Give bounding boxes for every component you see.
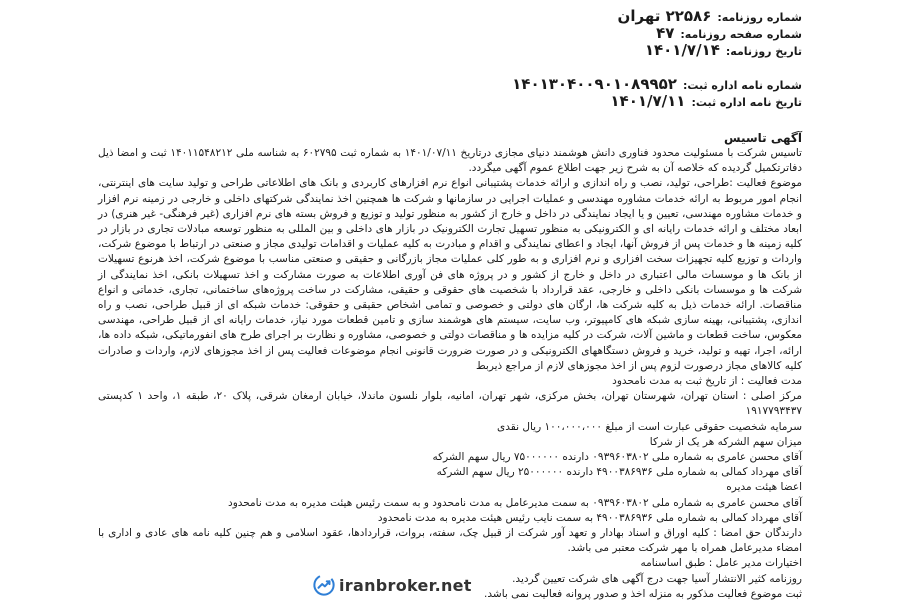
newspaper-number-value: ۲۲۵۸۶ تهران	[617, 7, 712, 25]
newspaper-designation: روزنامه کثیر الانتشار آسیا جهت درج آگهی های شرکت تعیین گردید.	[512, 572, 802, 585]
registry-letter-header	[98, 76, 802, 110]
notice-title: آگهی تاسیس	[723, 131, 802, 145]
letter-number-value: ۱۴۰۱۳۰۴۰۰۹۰۱۰۸۹۹۵۲	[512, 75, 677, 93]
intro-paragraph: تاسیس شرکت با مسئولیت محدود فناوری دانش هوشمند دنیای مجازی درتاریخ ۱۴۰۱/۰۷/۱۱ به شماره ثبت ۶۰۲۷۹۵ به شناسه ملی ۱۴۰۱۱۵۴۸۲۱۲ ثبت و امضا ذیل دفاترتکمیل گردیده که خلاصه آن به شرح زیر جهت اطلاع عموم آگهی میگردد.	[98, 147, 802, 175]
board-members-heading: اعضا هیئت مدیره	[726, 481, 802, 494]
letter-date-value: ۱۴۰۱/۷/۱۱	[610, 92, 686, 110]
notice-body	[98, 146, 802, 602]
activity-subject-paragraph: موضوع فعالیت :طراحی، تولید، نصب و راه اندازی و ارائه خدمات پشتیبانی انواع نرم افزارهای کاربردی و بانک های اطلاعاتی طراحی و تولید سایت های اینترنتی، انجام امور مربوط به ارائه خدمات مشاوره مهندسی و عملیات اجرایی در سازمانها و شرکت ها همچنین اخذ نمایندگی شرکتهای داخلی و خارجی در زمینه نرم افزار و خدمات مشاوره مهندسی، تعیین و یا ایجاد نمایندگی در داخل و خارج از کشور به منظور تولید و توزیع و فروش بسته های نرم افزاری (غیر فرهنگی- غیر هنری) در ابعاد مختلف و ارائه خدمات رایانه ای و الکترونیکی به منظور تسهیل تجارت الکترونیک در بازار های داخلی و بین المللی به منظور توسعه مبادلات تجاری در بازار در کلیه زمینه ها و خدمات پس از فروش آنها، ایجاد و اعطای نمایندگی و اقدام و مبادرت به کلیه عملیات و اقدامات تولیدی مجاز و صنعتی در ارتباط با موضوع شرکت، واردات و توزیع کلیه تجهیزات سخت افزاری و نرم افزاری و به طور کلی عملیات مجاز بازرگانی و حقیقی و صنعتی مناسب با موضوع شرکت، اخذ هرنوع تسهیلات از بانک ها و موسسات مالی اعتباری در داخل و خارج از کشور و در پروژه های فن آوری اطلاعات به صورت مشارکت و اخذ تسهیلات بانکی، اخذ نمایندگی از شرکت ها و موسسات بانکی داخلی و خارجی، عقد قرارداد با شخصیت های حقوقی و حقیقی، مشارکت در ساخت پروژه‌های ساختمانی، تجاری، خدماتی و انواع مناقصات. ارائه خدمات ذیل به کلیه شرکت ها، ارگان های دولتی و خصوصی و تمامی اشخاص حقیقی و حقوقی: خدمات شبکه ای از قبیل طراحی، نصب و راه اندازی، پشتیبانی، بهینه سازی شبکه های کامپیوتر، وب سایت، سیستم های هوشمند سازی و تامین قطعات مورد نیاز، خدمات رایانه ای از قبیل طراحی، مهندسی معکوس، ساخت قطعات و ماشین آلات، شرکت در کلیه مزایده ها و مناقصات دولتی و خصوصی، مشاوره و نظارت بر اجرای طرح های انفورماتیکی، شبکه داده ها، ارائه، اجرا، تهیه و تولید، خرید و فروش دستگاههای الکترونیکی و در صورت ضرورت قانونی انجام موضوعات فعالیت پس از اخذ مجوزهای لازم، واردات و صادرات کلیه کالاهای مجاز درصورت لزوم پس از اخذ مجوزهای لازم از مراجع ذیربط	[98, 177, 802, 372]
partner-shares-heading: میزان سهم الشرکه هر یک از شرکا	[649, 435, 802, 448]
partner-share-line: آقای محسن عامری به شماره ملی ۰۹۳۹۶۰۳۸۰۲ دارنده ۷۵۰۰۰۰۰۰ ریال سهم الشرکه	[432, 451, 802, 464]
signatory-rights: دارندگان حق امضا : کلیه اوراق و اسناد بهادار و تعهد آور شرکت از قبیل چک، سفته، بروات، قراردادها، عقود اسلامی و هم چنین کلیه نامه های عادی و اداری با امضاء مدیرعامل همراه با مهر شرکت معتبر می باشد.	[98, 527, 802, 555]
partner-share-line: آقای مهرداد کمالی به شماره ملی ۴۹۰۰۳۸۶۹۳۶ دارنده ۲۵۰۰۰۰۰۰ ریال سهم الشرکه	[436, 466, 802, 479]
head-office-address: مرکز اصلی : استان تهران، شهرستان تهران، بخش مرکزی، شهر تهران، امانیه، بلوار نلسون ماندلا، خیابان ارمغان شرقی، پلاک ۲۰، طبقه ۱، واحد ۱ کدپستی ۱۹۱۷۷۹۳۴۳۷	[98, 390, 802, 418]
newspaper-number-line	[98, 8, 802, 25]
newspaper-date-label: تاریخ روزنامه:	[725, 45, 802, 58]
page-number-label: شماره صفحه روزنامه:	[680, 28, 802, 41]
letter-date-label: تاریخ نامه اداره ثبت:	[691, 96, 802, 109]
activity-duration: مدت فعالیت : از تاریخ ثبت به مدت نامحدود	[612, 375, 802, 388]
board-member-line: آقای محسن عامری به شماره ملی ۰۹۳۹۶۰۳۸۰۲ به سمت مدیرعامل به مدت نامحدود و به سمت رئیس هیئت مدیره به مدت نامحدود	[228, 496, 802, 509]
newspaper-header	[98, 8, 802, 59]
trend-chart-icon	[313, 574, 335, 596]
letter-number-line	[98, 76, 802, 93]
iranbroker-watermark	[309, 574, 476, 596]
newspaper-number-label: شماره روزنامه:	[717, 11, 802, 24]
ceo-authority: اختیارات مدیر عامل : طبق اساسنامه	[640, 557, 802, 570]
page-number-line	[98, 25, 802, 42]
license-disclaimer: ثبت موضوع فعالیت مذکور به منزله اخذ و صدور پروانه فعالیت نمی باشد.	[484, 587, 802, 600]
newspaper-date-line	[98, 42, 802, 59]
newspaper-date-value: ۱۴۰۱/۷/۱۴	[644, 41, 720, 59]
board-member-line: آقای مهرداد کمالی به شماره ملی ۴۹۰۰۳۸۶۹۳۶ به سمت نایب رئیس هیئت مدیره به مدت نامحدود	[377, 511, 802, 524]
letter-number-label: شماره نامه اداره ثبت:	[682, 79, 802, 92]
letter-date-line	[98, 93, 802, 110]
capital-amount: سرمایه شخصیت حقوقی عبارت است از مبلغ ۱۰۰،۰۰۰،۰۰۰ ریال نقدی	[497, 420, 802, 433]
watermark-text: iranbroker.net	[339, 575, 472, 595]
page-number-value: ۴۷	[656, 24, 675, 42]
